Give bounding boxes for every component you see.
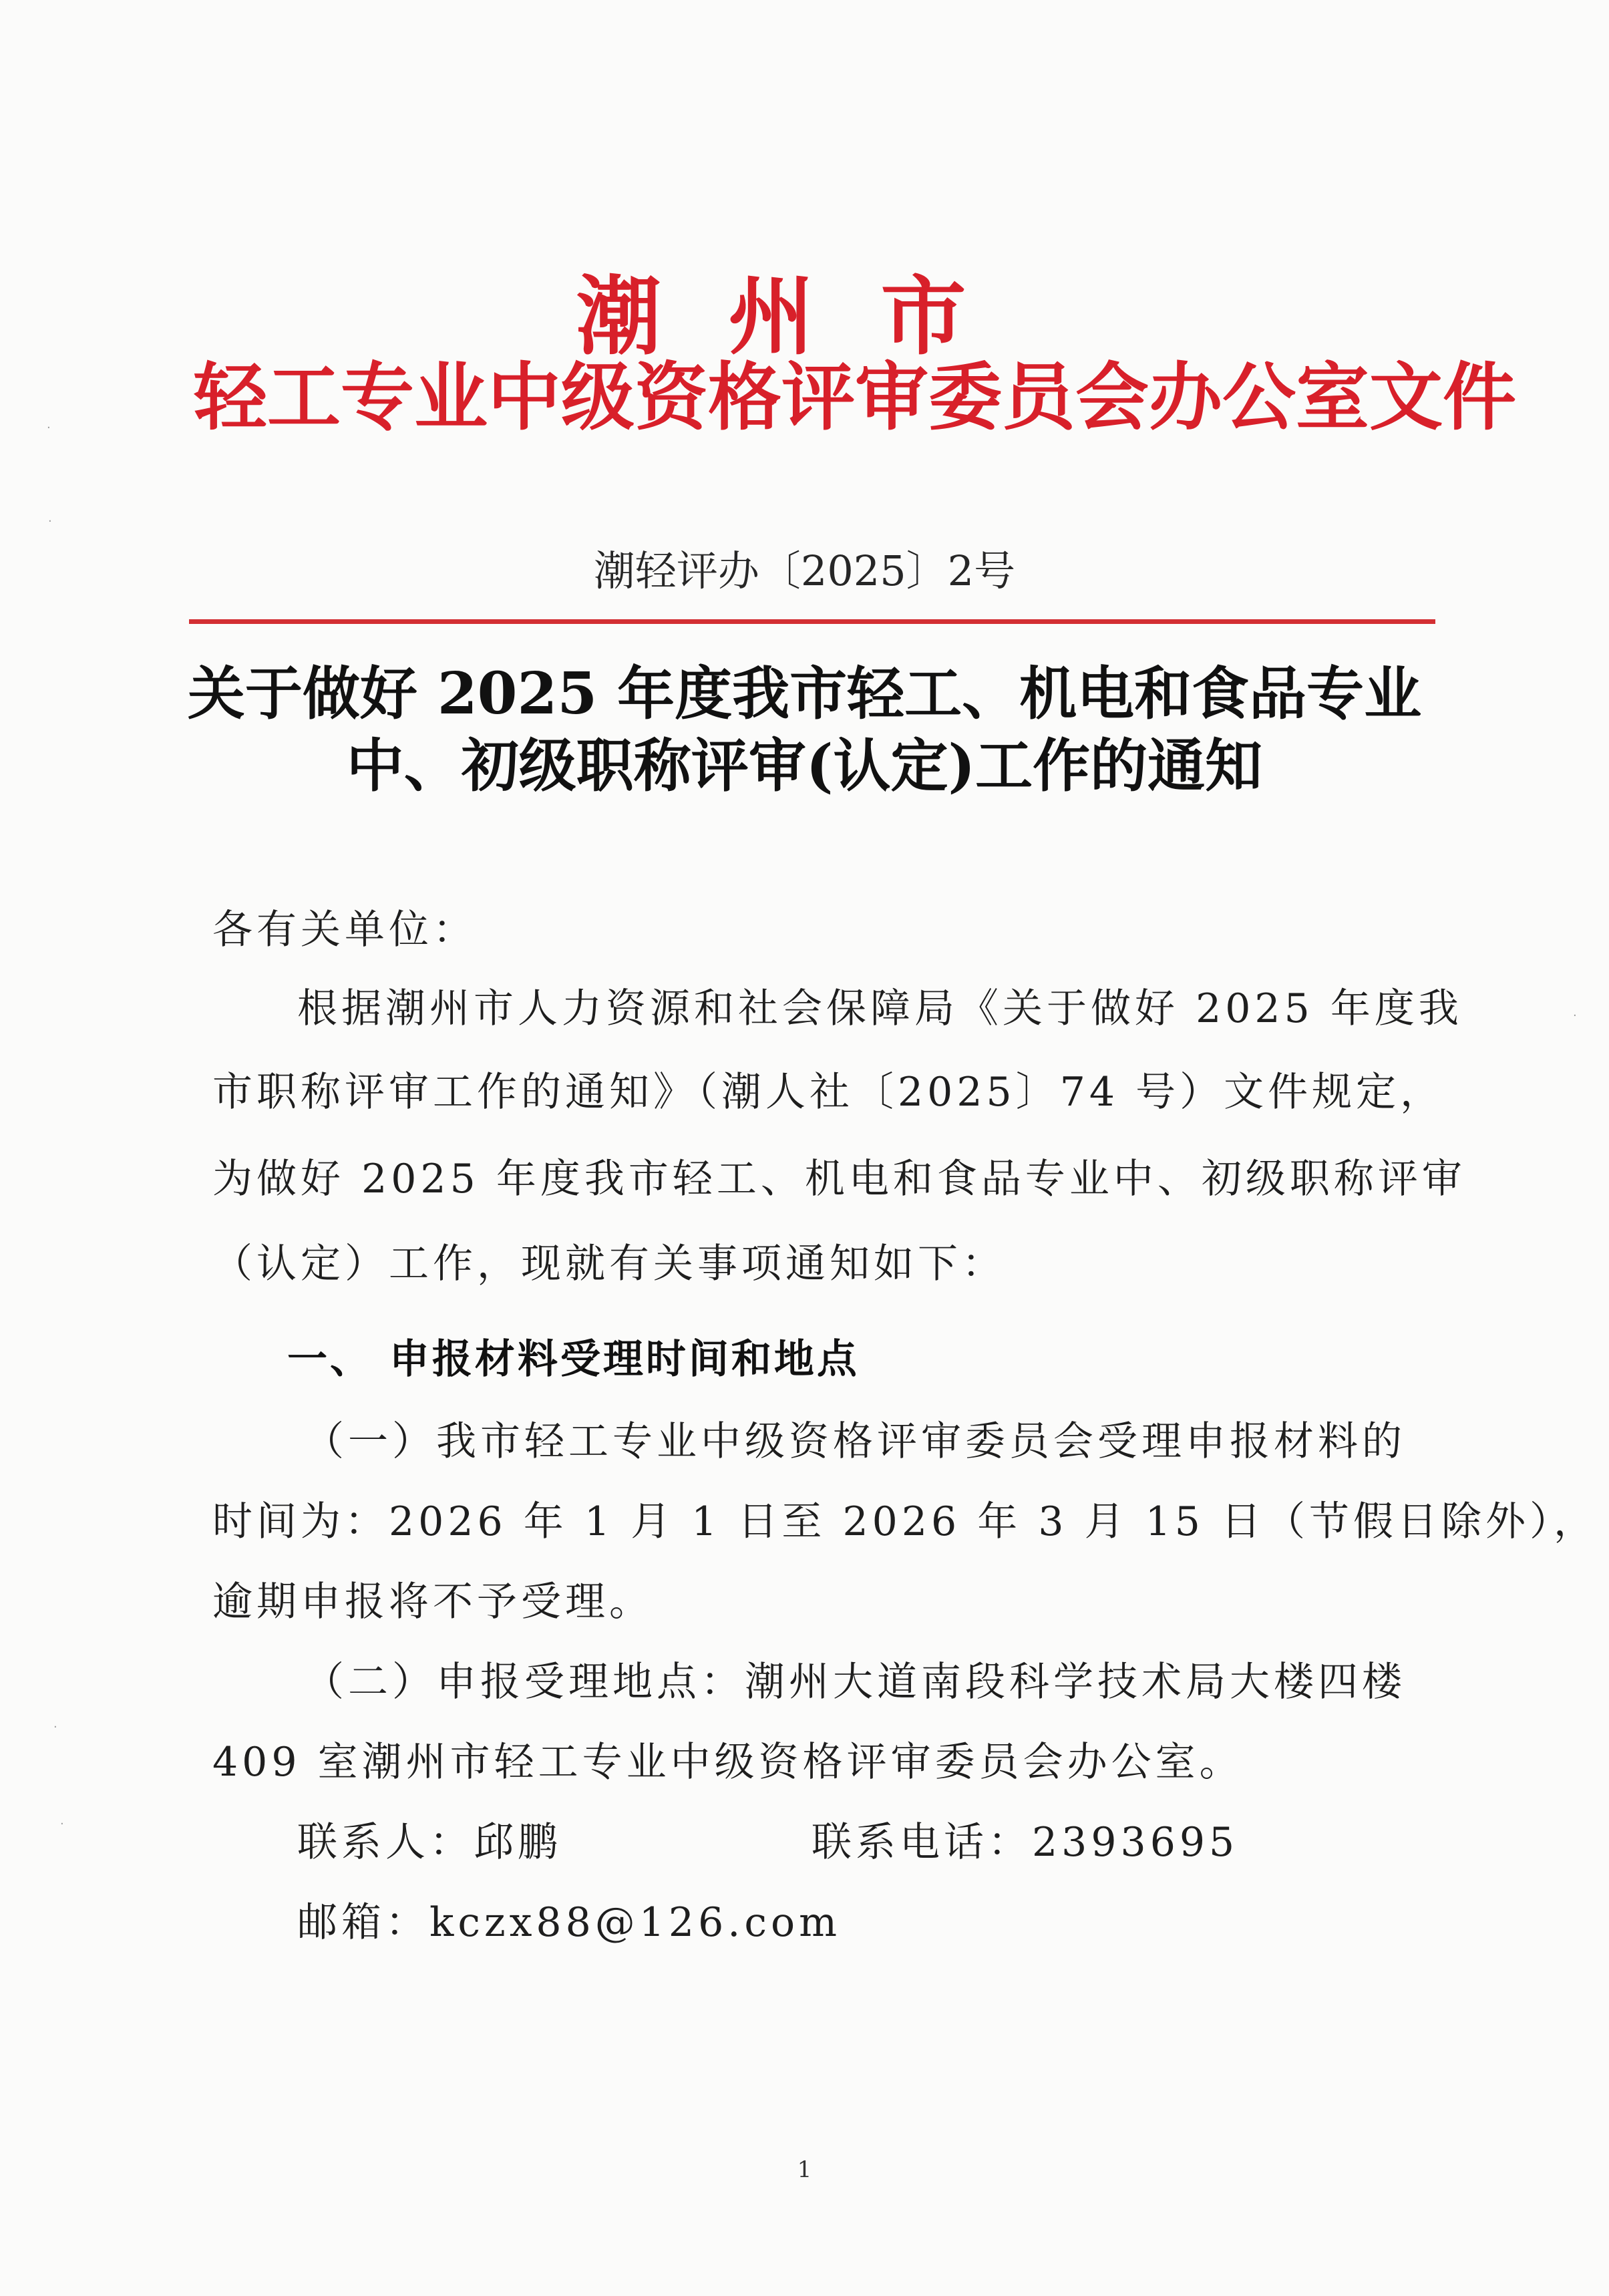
contact-email: 邮箱：kczx88@126.com bbox=[297, 1899, 841, 1946]
page-number: 1 bbox=[797, 2156, 812, 2183]
item-line: 时间为：2026 年 1 月 1 日至 2026 年 3 月 15 日（节假日除外）， bbox=[212, 1498, 1598, 1545]
scan-speck: · bbox=[60, 1817, 64, 1831]
item-line: 409 室潮州市轻工专业中级资格评审委员会办公室。 bbox=[212, 1739, 1244, 1786]
paragraph-line: 为做好 2025 年度我市轻工、机电和食品专业中、初级职称评审 bbox=[212, 1156, 1466, 1202]
scan-speck: · bbox=[47, 421, 51, 435]
paragraph-line: 市职称评审工作的通知》（潮人社〔2025〕74 号）文件规定， bbox=[212, 1069, 1445, 1116]
contact-person: 联系人：邱鹏 bbox=[297, 1819, 562, 1866]
issuer-office: 轻工专业中级资格评审委员会办公室文件 bbox=[194, 355, 1516, 440]
issuer-city: 潮州市 bbox=[576, 267, 1033, 367]
scan-speck: · bbox=[48, 514, 52, 528]
document-title bbox=[134, 658, 1475, 802]
section-heading: 一、 申报材料受理时间和地点 bbox=[287, 1336, 860, 1383]
paragraph-line: （认定）工作，现就有关事项通知如下： bbox=[212, 1241, 1006, 1287]
scan-speck: · bbox=[53, 1720, 57, 1734]
header-red-rule bbox=[189, 619, 1435, 624]
paragraph-line: 根据潮州市人力资源和社会保障局《关于做好 2025 年度我 bbox=[297, 985, 1463, 1032]
item-line: （二）申报受理地点：潮州大道南段科学技术局大楼四楼 bbox=[304, 1659, 1406, 1705]
item-line: （一）我市轻工专业中级资格评审委员会受理申报材料的 bbox=[304, 1418, 1406, 1465]
item-line: 逾期申报将不予受理。 bbox=[212, 1579, 653, 1625]
salutation: 各有关单位： bbox=[212, 907, 477, 953]
title-line-1: 关于做好 2025 年度我市轻工、机电和食品专业 bbox=[187, 660, 1422, 727]
title-line-2: 中、初级职称评审(认定)工作的通知 bbox=[346, 732, 1263, 800]
contact-phone: 联系电话：2393695 bbox=[812, 1819, 1239, 1866]
scan-speck: · bbox=[1573, 1009, 1577, 1023]
document-number: 潮轻评办〔2025〕2号 bbox=[593, 546, 1016, 595]
